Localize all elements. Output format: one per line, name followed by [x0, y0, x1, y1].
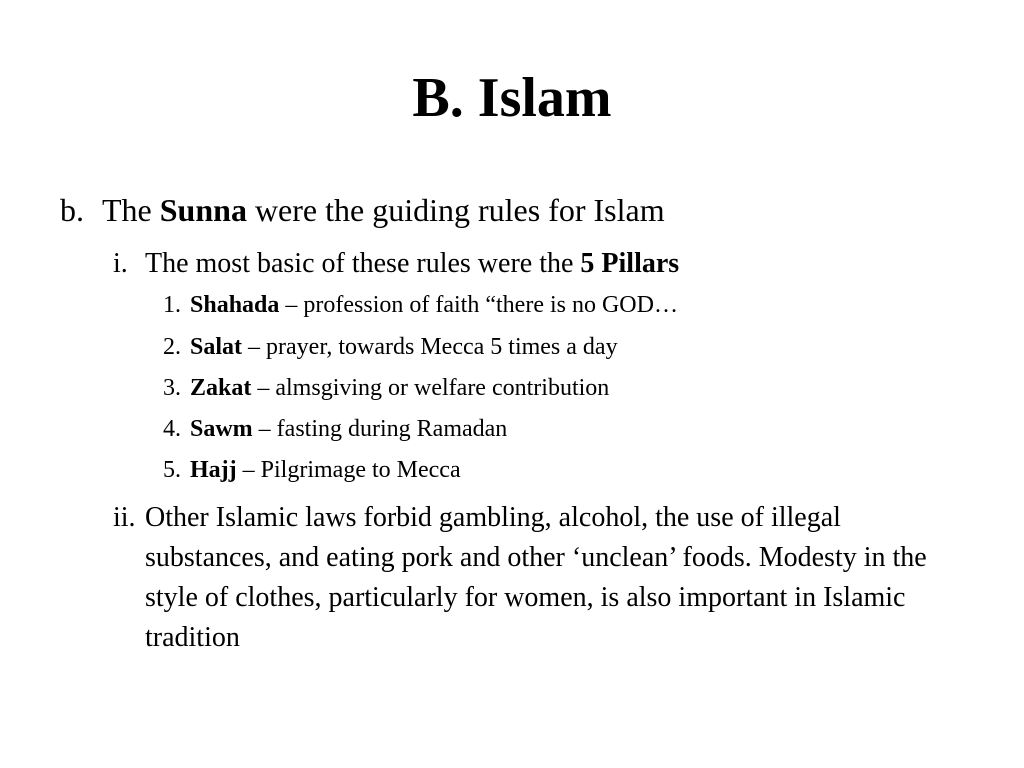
pillar-text [190, 332, 618, 362]
pillar-text [190, 455, 461, 485]
text-prefix: The most basic of these rules were the [145, 248, 581, 279]
pillar-description: – Pilgrimage to Mecca [236, 457, 461, 483]
pillar-item-sawm [163, 414, 507, 444]
pillar-item-zakat [163, 373, 609, 403]
pillar-text [190, 414, 507, 444]
bullet-other-laws [113, 498, 935, 658]
bullet-text [145, 244, 925, 284]
pillar-name: Zakat [190, 375, 252, 401]
bullet-marker: ii. [113, 502, 136, 533]
text-prefix: The [102, 192, 160, 228]
bullet-text [102, 190, 665, 230]
pillar-text [190, 290, 678, 320]
bullet-marker: i. [113, 248, 128, 279]
pillar-description: – almsgiving or welfare contribution [251, 375, 610, 401]
pillar-description: – fasting during Ramadan [252, 416, 508, 442]
pillar-text [190, 373, 609, 403]
pillar-number: 2. [163, 334, 181, 360]
keyword-five-pillars: 5 Pillars [580, 248, 680, 279]
pillar-name: Sawm [190, 416, 253, 442]
pillar-number: 1. [163, 292, 181, 318]
pillar-name: Shahada [190, 292, 280, 318]
pillar-description: – prayer, towards Mecca 5 times a day [242, 334, 618, 360]
pillar-number: 5. [163, 457, 181, 483]
pillar-number: 3. [163, 375, 181, 401]
pillar-item-hajj [163, 455, 461, 485]
pillar-name: Salat [190, 334, 243, 360]
pillar-number: 4. [163, 416, 181, 442]
pillar-item-salat [163, 332, 618, 362]
bullet-sunna [60, 190, 665, 230]
bullet-five-pillars [113, 244, 925, 284]
pillar-item-shahada [163, 290, 678, 320]
pillar-description: – profession of faith “there is no GOD… [279, 292, 678, 318]
pillar-name: Hajj [190, 457, 237, 483]
keyword-sunna: Sunna [159, 192, 247, 228]
bullet-marker: b. [60, 192, 84, 228]
bullet-text: Other Islamic laws forbid gambling, alcohol, the use of illegal substances, and eating pork and other ‘unclean’ foods. Modesty in the style of clothes, particularly for women, is also important in Islamic tradition [145, 502, 927, 653]
slide-title: B. Islam [412, 67, 612, 129]
text-suffix: were the guiding rules for Islam [246, 192, 665, 228]
